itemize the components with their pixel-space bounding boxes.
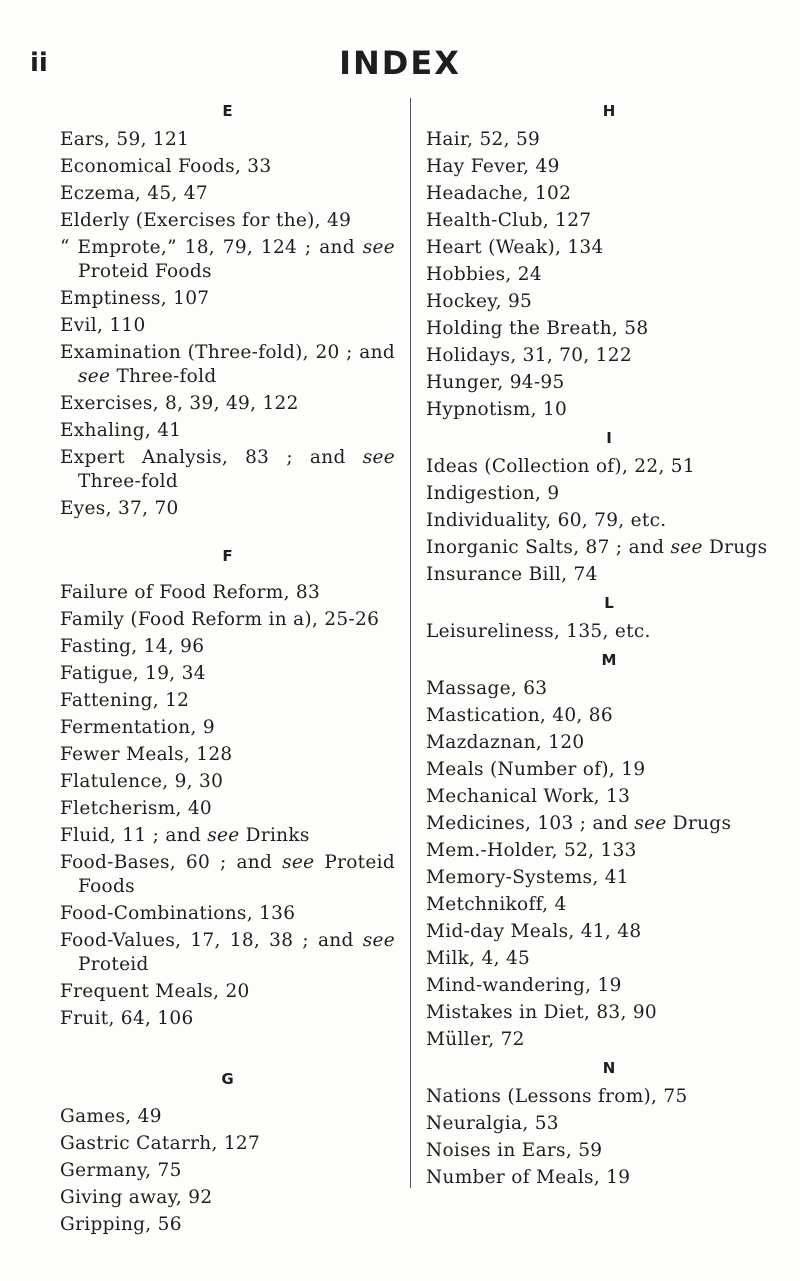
index-entry (60, 182, 395, 206)
see-reference: see (670, 537, 703, 558)
index-entry (60, 341, 395, 389)
index-entry (60, 1159, 395, 1183)
entry-text: Evil, 110 (60, 315, 146, 336)
index-entry (426, 812, 792, 836)
entry-text: Proteid Foods (78, 261, 212, 282)
index-entry (426, 317, 792, 341)
index-entry (60, 392, 395, 416)
column-divider (410, 98, 411, 1188)
entry-text: Ears, 59, 121 (60, 129, 190, 150)
entry-text: Metchnikoff, 4 (426, 894, 567, 915)
see-reference: see (282, 852, 315, 873)
index-entry (426, 1028, 792, 1052)
entry-text: Memory-Systems, 41 (426, 867, 629, 888)
entry-text: Hair, 52, 59 (426, 129, 541, 150)
entry-text: Giving away, 92 (60, 1187, 213, 1208)
entry-text: Food-Values, 17, 18, 38 ; and (60, 930, 363, 951)
entry-text: Mechanical Work, 13 (426, 786, 631, 807)
index-entry (426, 731, 792, 755)
entry-text: Mazdaznan, 120 (426, 732, 585, 753)
index-entry (426, 182, 792, 206)
entry-text: Holidays, 31, 70, 122 (426, 345, 632, 366)
entry-text: Exhaling, 41 (60, 420, 182, 441)
index-entry (426, 398, 792, 422)
see-reference: see (362, 447, 395, 468)
index-entry (426, 974, 792, 998)
entry-text: Gripping, 56 (60, 1214, 182, 1235)
entry-text: Economical Foods, 33 (60, 156, 272, 177)
entry-text: Fruit, 64, 106 (60, 1008, 194, 1029)
index-entry (426, 1139, 792, 1163)
entry-text: Frequent Meals, 20 (60, 981, 250, 1002)
section-letter-n: N (602, 1059, 616, 1077)
index-entry (426, 263, 792, 287)
index-entry (426, 290, 792, 314)
entry-text: Fluid, 11 ; and (60, 825, 208, 846)
index-entry (60, 581, 395, 605)
entry-text: Fasting, 14, 96 (60, 636, 205, 657)
index-entry (60, 743, 395, 767)
index-entry (60, 209, 395, 233)
entry-text: Hay Fever, 49 (426, 156, 560, 177)
entry-text: Mastication, 40, 86 (426, 705, 613, 726)
entry-text: Proteid (78, 954, 149, 975)
index-entry (426, 128, 792, 152)
entry-text: Hypnotism, 10 (426, 399, 568, 420)
index-entry (60, 716, 395, 740)
entry-text: Fewer Meals, 128 (60, 744, 233, 765)
entry-text: Fermentation, 9 (60, 717, 215, 738)
index-entry (60, 1213, 395, 1237)
index-entry (426, 482, 792, 506)
index-entry (426, 947, 792, 971)
index-entry (426, 1001, 792, 1025)
index-column-right (426, 98, 792, 1193)
index-entry (60, 1132, 395, 1156)
entry-text: Drugs (666, 813, 732, 834)
index-entry (60, 497, 395, 521)
index-entry (426, 1166, 792, 1190)
entry-text: Noises in Ears, 59 (426, 1140, 603, 1161)
index-entry (60, 419, 395, 443)
entry-text: Headache, 102 (426, 183, 572, 204)
section-letter-l: L (604, 594, 614, 612)
index-entry (426, 785, 792, 809)
section-letter-g: G (221, 1070, 234, 1088)
index-entry (426, 920, 792, 944)
index-entry (60, 1186, 395, 1210)
entry-text: “ Emprote,” 18, 79, 124 ; and (60, 237, 363, 258)
entry-text: Müller, 72 (426, 1029, 525, 1050)
entry-text: Nations (Lessons from), 75 (426, 1086, 688, 1107)
entry-text: Drinks (239, 825, 310, 846)
entry-text: Hunger, 94-95 (426, 372, 565, 393)
entry-text: Leisureliness, 135, etc. (426, 621, 651, 642)
entry-text: Food-Bases, 60 ; and (60, 852, 283, 873)
entry-text: Germany, 75 (60, 1160, 182, 1181)
index-entry (60, 662, 395, 686)
see-reference: see (634, 813, 667, 834)
index-entry (426, 209, 792, 233)
index-entry (60, 608, 395, 632)
entry-text: Three-fold (110, 366, 217, 387)
entry-text: Expert Analysis, 83 ; and (60, 447, 363, 468)
entry-text: Insurance Bill, 74 (426, 564, 598, 585)
index-entry (426, 455, 792, 479)
entry-text: Family (Food Reform in a), 25-26 (60, 609, 380, 630)
index-entry (60, 155, 395, 179)
index-entry (60, 287, 395, 311)
entry-text: Mind-wandering, 19 (426, 975, 622, 996)
index-column-left (60, 98, 395, 1240)
page-number: ii (30, 48, 48, 78)
section-letter-e: E (222, 102, 233, 120)
entry-text: Holding the Breath, 58 (426, 318, 649, 339)
index-entry (426, 704, 792, 728)
index-entry (426, 1112, 792, 1136)
index-entry (426, 371, 792, 395)
entry-text: Three-fold (78, 471, 178, 492)
index-entry (60, 314, 395, 338)
entry-text: Individuality, 60, 79, etc. (426, 510, 667, 531)
entry-text: Hockey, 95 (426, 291, 533, 312)
index-entry (426, 509, 792, 533)
index-entry (60, 635, 395, 659)
index-entry (426, 344, 792, 368)
entry-text: Health-Club, 127 (426, 210, 592, 231)
index-entry (426, 620, 792, 644)
entry-text: Food-Combinations, 136 (60, 903, 296, 924)
index-entry (426, 893, 792, 917)
index-entry (426, 758, 792, 782)
section-letter-i: I (606, 429, 612, 447)
section-letter-h: H (602, 102, 616, 120)
index-entry (60, 929, 395, 977)
entry-text: Emptiness, 107 (60, 288, 210, 309)
index-entry (426, 155, 792, 179)
entry-text: Mem.-Holder, 52, 133 (426, 840, 637, 861)
index-entry (60, 824, 395, 848)
entry-text: Eczema, 45, 47 (60, 183, 208, 204)
index-entry (60, 236, 395, 284)
entry-text: Number of Meals, 19 (426, 1167, 631, 1188)
index-entry (60, 770, 395, 794)
index-entry (60, 797, 395, 821)
index-entry (426, 1085, 792, 1109)
index-entry (60, 902, 395, 926)
entry-text: Flatulence, 9, 30 (60, 771, 224, 792)
entry-text: Milk, 4, 45 (426, 948, 531, 969)
index-entry (60, 689, 395, 713)
index-entry (426, 536, 792, 560)
index-entry (426, 236, 792, 260)
see-reference: see (362, 930, 395, 951)
entry-text: Failure of Food Reform, 83 (60, 582, 321, 603)
section-letter-m: M (601, 651, 617, 669)
entry-text: Heart (Weak), 134 (426, 237, 604, 258)
entry-text: Massage, 63 (426, 678, 548, 699)
entry-text: Inorganic Salts, 87 ; and (426, 537, 671, 558)
entry-text: Fletcherism, 40 (60, 798, 212, 819)
entry-text: Gastric Catarrh, 127 (60, 1133, 261, 1154)
entry-text: Examination (Three-fold), 20 ; and (60, 342, 395, 363)
index-entry (60, 446, 395, 494)
entry-text: Hobbies, 24 (426, 264, 542, 285)
index-entry (60, 1007, 395, 1031)
entry-text: Drugs (702, 537, 768, 558)
see-reference: see (78, 366, 111, 387)
index-entry (60, 128, 395, 152)
entry-text: Fatigue, 19, 34 (60, 663, 206, 684)
entry-text: Indigestion, 9 (426, 483, 560, 504)
index-entry (60, 851, 395, 899)
entry-text: Games, 49 (60, 1106, 162, 1127)
see-reference: see (362, 237, 395, 258)
section-letter-f: F (222, 547, 233, 565)
index-entry (60, 1105, 395, 1129)
index-entry (426, 839, 792, 863)
entry-text: Exercises, 8, 39, 49, 122 (60, 393, 299, 414)
entry-text: Elderly (Exercises for the), 49 (60, 210, 352, 231)
index-entry (426, 563, 792, 587)
index-entry (426, 677, 792, 701)
entry-text: Neuralgia, 53 (426, 1113, 559, 1134)
entry-text: Fattening, 12 (60, 690, 190, 711)
entry-text: Meals (Number of), 19 (426, 759, 646, 780)
see-reference: see (207, 825, 240, 846)
entry-text: Mistakes in Diet, 83, 90 (426, 1002, 657, 1023)
entry-text: Eyes, 37, 70 (60, 498, 179, 519)
page-title: INDEX (339, 44, 461, 82)
entry-text: Medicines, 103 ; and (426, 813, 635, 834)
index-entry (426, 866, 792, 890)
entry-text: Ideas (Collection of), 22, 51 (426, 456, 695, 477)
entry-text: Proteid Foods (78, 852, 395, 897)
index-entry (60, 980, 395, 1004)
entry-text: Mid-day Meals, 41, 48 (426, 921, 642, 942)
